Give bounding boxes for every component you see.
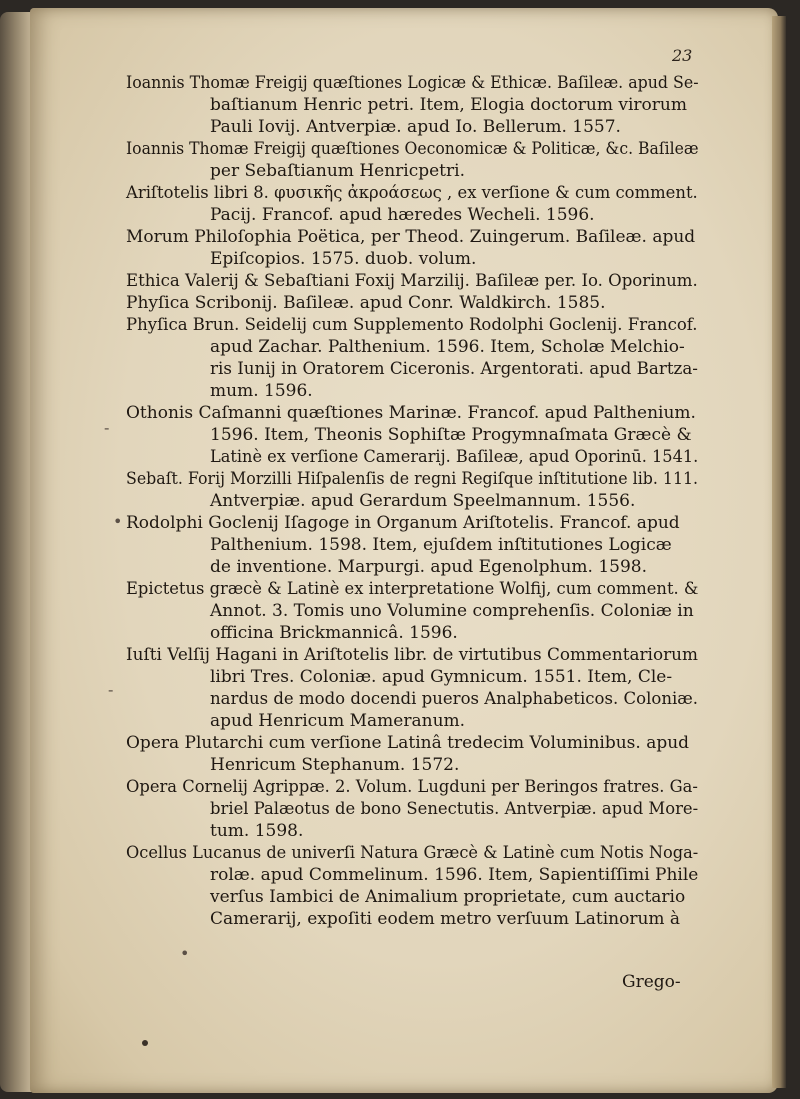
catchword: Grego-: [622, 972, 681, 992]
entry-first-line: Epictetus græcè & Latinè ex interpretatione Wolfij, cum comment. &: [126, 579, 699, 599]
bibliography-entry: [126, 468, 699, 512]
entry-first-line: Opera Cornelij Agrippæ. 2. Volum. Lugduni per Beringos fratres. Ga-: [126, 777, 698, 797]
entry-continuation-line: Antverpiæ. apud Gerardum Speelmannum. 1556.: [210, 491, 636, 511]
bibliography-entry: [126, 292, 686, 314]
margin-mark: •: [180, 944, 190, 963]
entry-continuation-line: Henricum Stephanum. 1572.: [210, 755, 460, 775]
entry-continuation-line: Pacij. Francof. apud hæredes Wecheli. 1596.: [210, 205, 595, 225]
entry-continuation-line: 1596. Item, Theonis Sophiſtæ Progymnaſmata Græcè &: [210, 425, 692, 445]
entry-continuation-line: Latinè ex verſione Camerarij. Baſileæ, apud Oporinū. 1541.: [210, 447, 699, 467]
bibliography-entry: [126, 644, 699, 732]
entry-continuation-line: briel Palæotus de bono Senectutis. Antverpiæ. apud More-: [210, 799, 699, 819]
entry-first-line: Opera Plutarchi cum verſione Latinâ tredecim Voluminibus. apud: [126, 733, 690, 753]
entry-first-line: Ethica Valerij & Sebaſtiani Foxij Marzilij. Baſileæ per. Io. Oporinum.: [126, 271, 698, 291]
bibliography-entry: [126, 314, 698, 402]
entry-continuation-line: Camerarij, expoſiti eodem metro verſuum Latinorum à: [210, 909, 681, 929]
ink-dot: [142, 1040, 148, 1046]
entry-first-line: Ioannis Thomæ Freigij quæſtiones Logicæ & Ethicæ. Baſileæ. apud Se-: [126, 73, 699, 93]
entry-first-line: Ioannis Thomæ Freigij quæſtiones Oeconomicæ & Politicæ, &c. Baſileæ: [126, 139, 699, 159]
bibliography-entry: [126, 270, 698, 292]
entry-continuation-line: nardus de modo docendi pueros Analphabeticos. Coloniæ.: [210, 689, 699, 709]
entry-continuation-line: rolæ. apud Commelinum. 1596. Item, Sapientiſſimi Phile: [210, 865, 699, 885]
bibliography-entry: [126, 138, 699, 182]
entry-continuation-line: apud Henricum Mameranum.: [210, 711, 466, 731]
entry-first-line: Iuſti Velſij Hagani in Ariſtotelis libr. de virtutibus Commentariorum: [126, 645, 698, 665]
entry-continuation-line: Epiſcopios. 1575. duob. volum.: [210, 249, 477, 269]
entry-first-line: Sebaſt. Forij Morzilli Hiſpalenſis de regni Regiſque inſtitutione lib. 111.: [126, 469, 699, 489]
entry-continuation-line: Annot. 3. Tomis uno Volumine comprehenſis. Coloniæ in: [210, 601, 694, 621]
entry-continuation-line: officina Brickmannicâ. 1596.: [210, 623, 458, 643]
entry-first-line: Ocellus Lucanus de univerſi Natura Græcè & Latinè cum Notis Noga-: [126, 843, 699, 863]
margin-mark: •: [113, 512, 123, 531]
bibliography-entry: [126, 732, 690, 776]
entry-continuation-line: apud Zachar. Palthenium. 1596. Item, Scholæ Melchio-: [210, 337, 685, 357]
bibliography-entry: [126, 72, 699, 138]
bibliography-entries: [126, 72, 699, 930]
entry-first-line: Othonis Caſmanni quæſtiones Marinæ. Francof. apud Palthenium.: [126, 403, 696, 423]
bibliography-entry: [126, 842, 699, 930]
entry-continuation-line: Pauli Iovij. Antverpiæ. apud Io. Bellerum. 1557.: [210, 117, 621, 137]
bibliography-entry: [126, 578, 699, 644]
entry-continuation-line: Palthenium. 1598. Item, ejuſdem inſtitutiones Logicæ: [210, 535, 672, 555]
bibliography-entry: [126, 226, 696, 270]
entry-first-line: Phyſica Scribonij. Baſileæ. apud Conr. Waldkirch. 1585.: [126, 293, 606, 313]
page-edge: [772, 16, 786, 1088]
entry-first-line: Ariſtotelis libri 8. φυσικῆς ἀκροάσεως , ex verſione & cum comment.: [126, 183, 698, 203]
entry-first-line: Phyſica Brun. Seidelij cum Supplemento Rodolphi Goclenij. Francof.: [126, 315, 698, 335]
margin-mark: -: [108, 680, 114, 699]
entry-continuation-line: verſus Iambici de Animalium proprietate, cum auctario: [210, 887, 686, 907]
entry-first-line: Rodolphi Goclenij Iſagoge in Organum Ariſtotelis. Francof. apud: [126, 513, 680, 533]
bibliography-entry: [126, 776, 699, 842]
bibliography-entry: [126, 402, 699, 468]
entry-first-line: Morum Philoſophia Poëtica, per Theod. Zuingerum. Baſileæ. apud: [126, 227, 696, 247]
entry-continuation-line: per Sebaſtianum Henricpetri.: [210, 161, 465, 181]
margin-mark: -: [104, 418, 110, 437]
entry-continuation-line: tum. 1598.: [210, 821, 304, 841]
entry-continuation-line: de inventione. Marpurgi. apud Egenolphum. 1598.: [210, 557, 648, 577]
entry-continuation-line: ris Iunij in Oratorem Ciceronis. Argentorati. apud Bartza-: [210, 359, 698, 379]
page-number: 23: [672, 46, 693, 65]
bibliography-entry: [126, 512, 686, 578]
bibliography-entry: [126, 182, 698, 226]
entry-continuation-line: mum. 1596.: [210, 381, 313, 401]
entry-continuation-line: libri Tres. Coloniæ. apud Gymnicum. 1551. Item, Cle-: [210, 667, 673, 687]
entry-continuation-line: baſtianum Henric petri. Item, Elogia doctorum virorum: [210, 95, 687, 115]
